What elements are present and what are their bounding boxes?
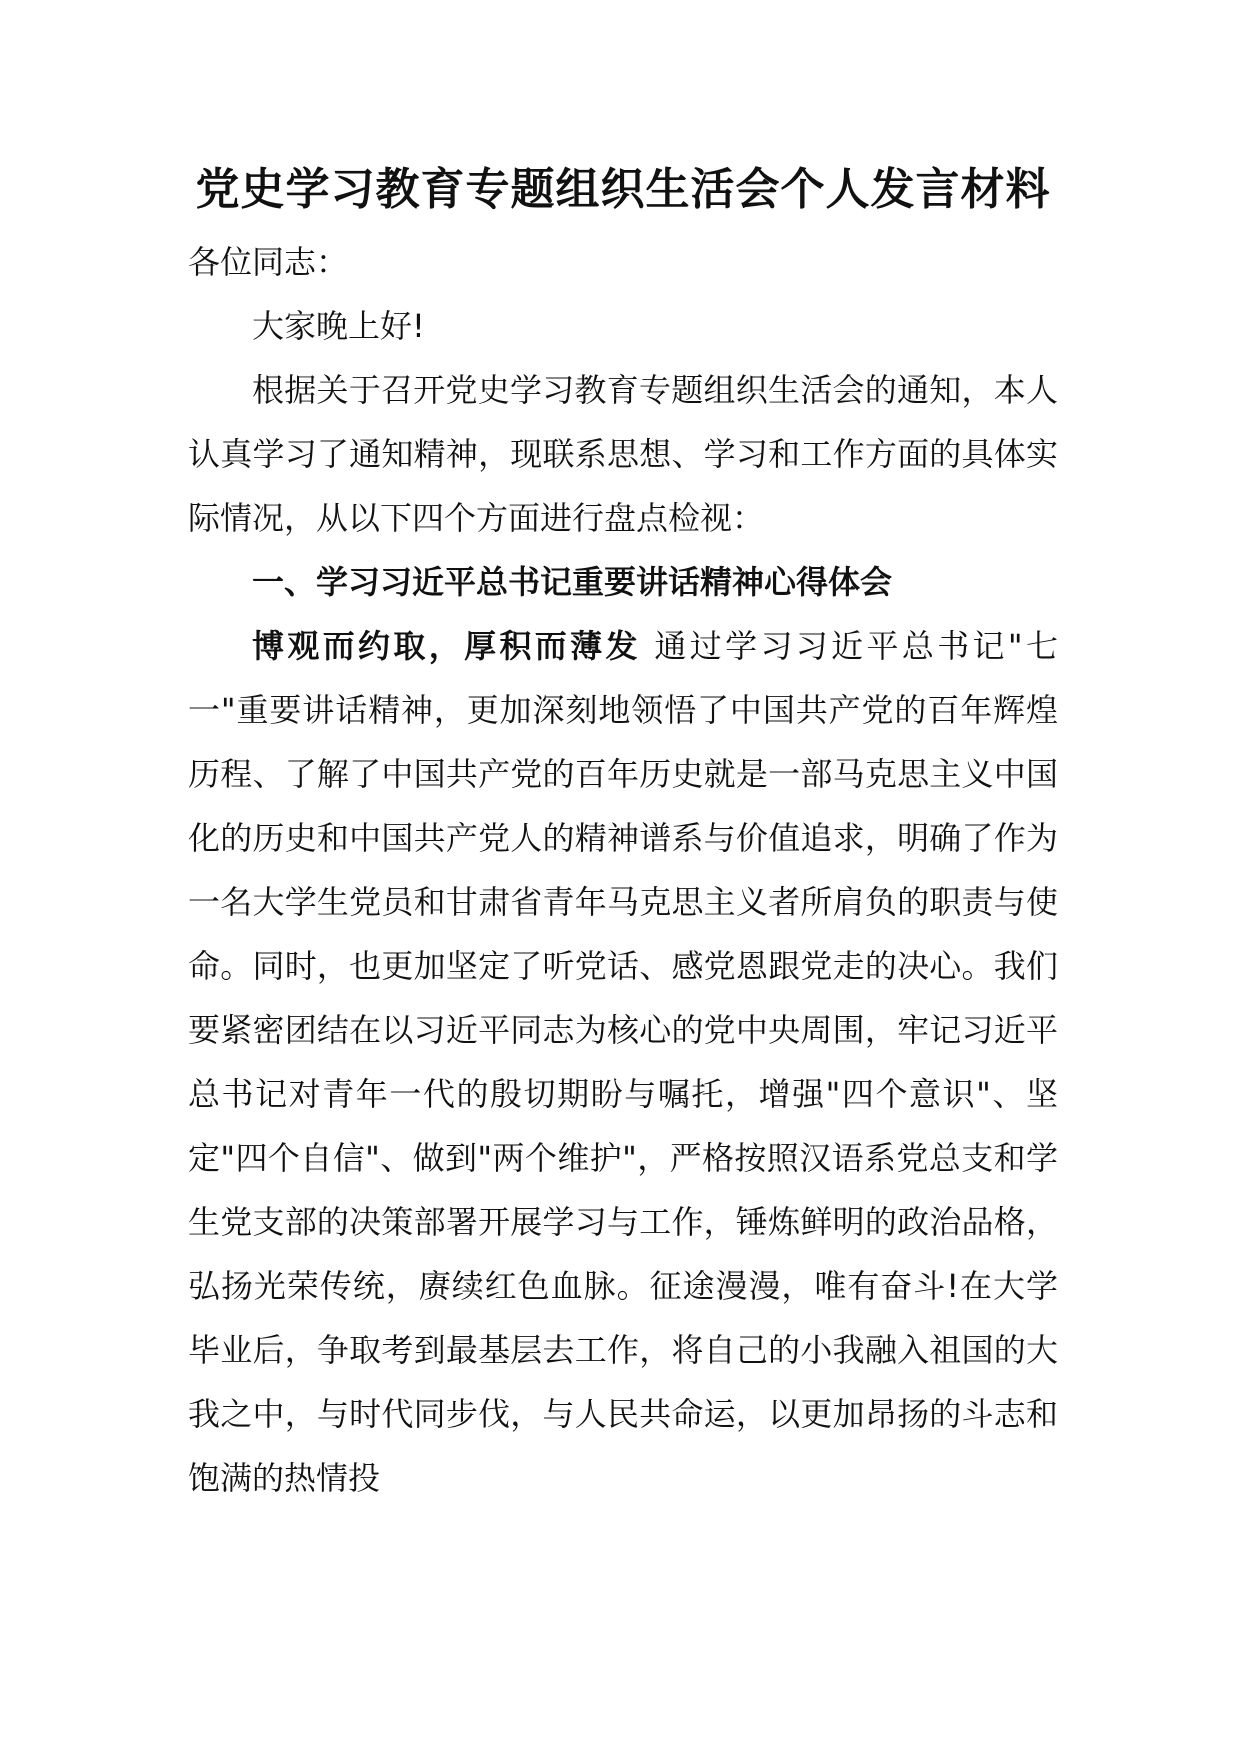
greeting: 大家晚上好! <box>252 307 425 345</box>
section-paragraph <box>188 614 1058 1510</box>
intro-paragraph: 根据关于召开党史学习教育专题组织生活会的通知，本人认真学习了通知精神，现联系思想、学习和工作方面的具体实际情况，从以下四个方面进行盘点检视： <box>188 371 1058 537</box>
paragraph-body: 通过学习习近平总书记"七一"重要讲话精神，更加深刻地领悟了中国共产党的百年辉煌历程、了解了中国共产党的百年历史就是一部马克思主义中国化的历史和中国共产党人的精神谱系与价值追求，明确了作为一名大学生党员和甘肃省青年马克思主义者所肩负的职责与使命。同时，也更加坚定了听党话、感党恩跟党走的决心。我们要紧密团结在以习近平同志为核心的党中央周围，牢记习近平总书记对青年一代的殷切期盼与嘱托，增强"四个意识"、坚定"四个自信"、做到"两个维护"，严格按照汉语系党总支和学生党支部的决策部署开展学习与工作，锤炼鲜明的政治品格，弘扬光荣传统，赓续红色血脉。征途漫漫，唯有奋斗!在大学毕业后，争取考到最基层去工作，将自己的小我融入祖国的大我之中，与时代同步伐，与人民共命运，以更加昂扬的斗志和饱满的热情投 <box>188 627 1058 1497</box>
paragraph-lead: 博观而约取，厚积而薄发 <box>252 627 641 665</box>
salutation: 各位同志： <box>188 243 349 281</box>
document-page <box>188 160 1058 1510</box>
document-title: 党史学习教育专题组织生活会个人发言材料 <box>195 164 1051 215</box>
section-heading: 一、学习习近平总书记重要讲话精神心得体会 <box>252 563 893 601</box>
